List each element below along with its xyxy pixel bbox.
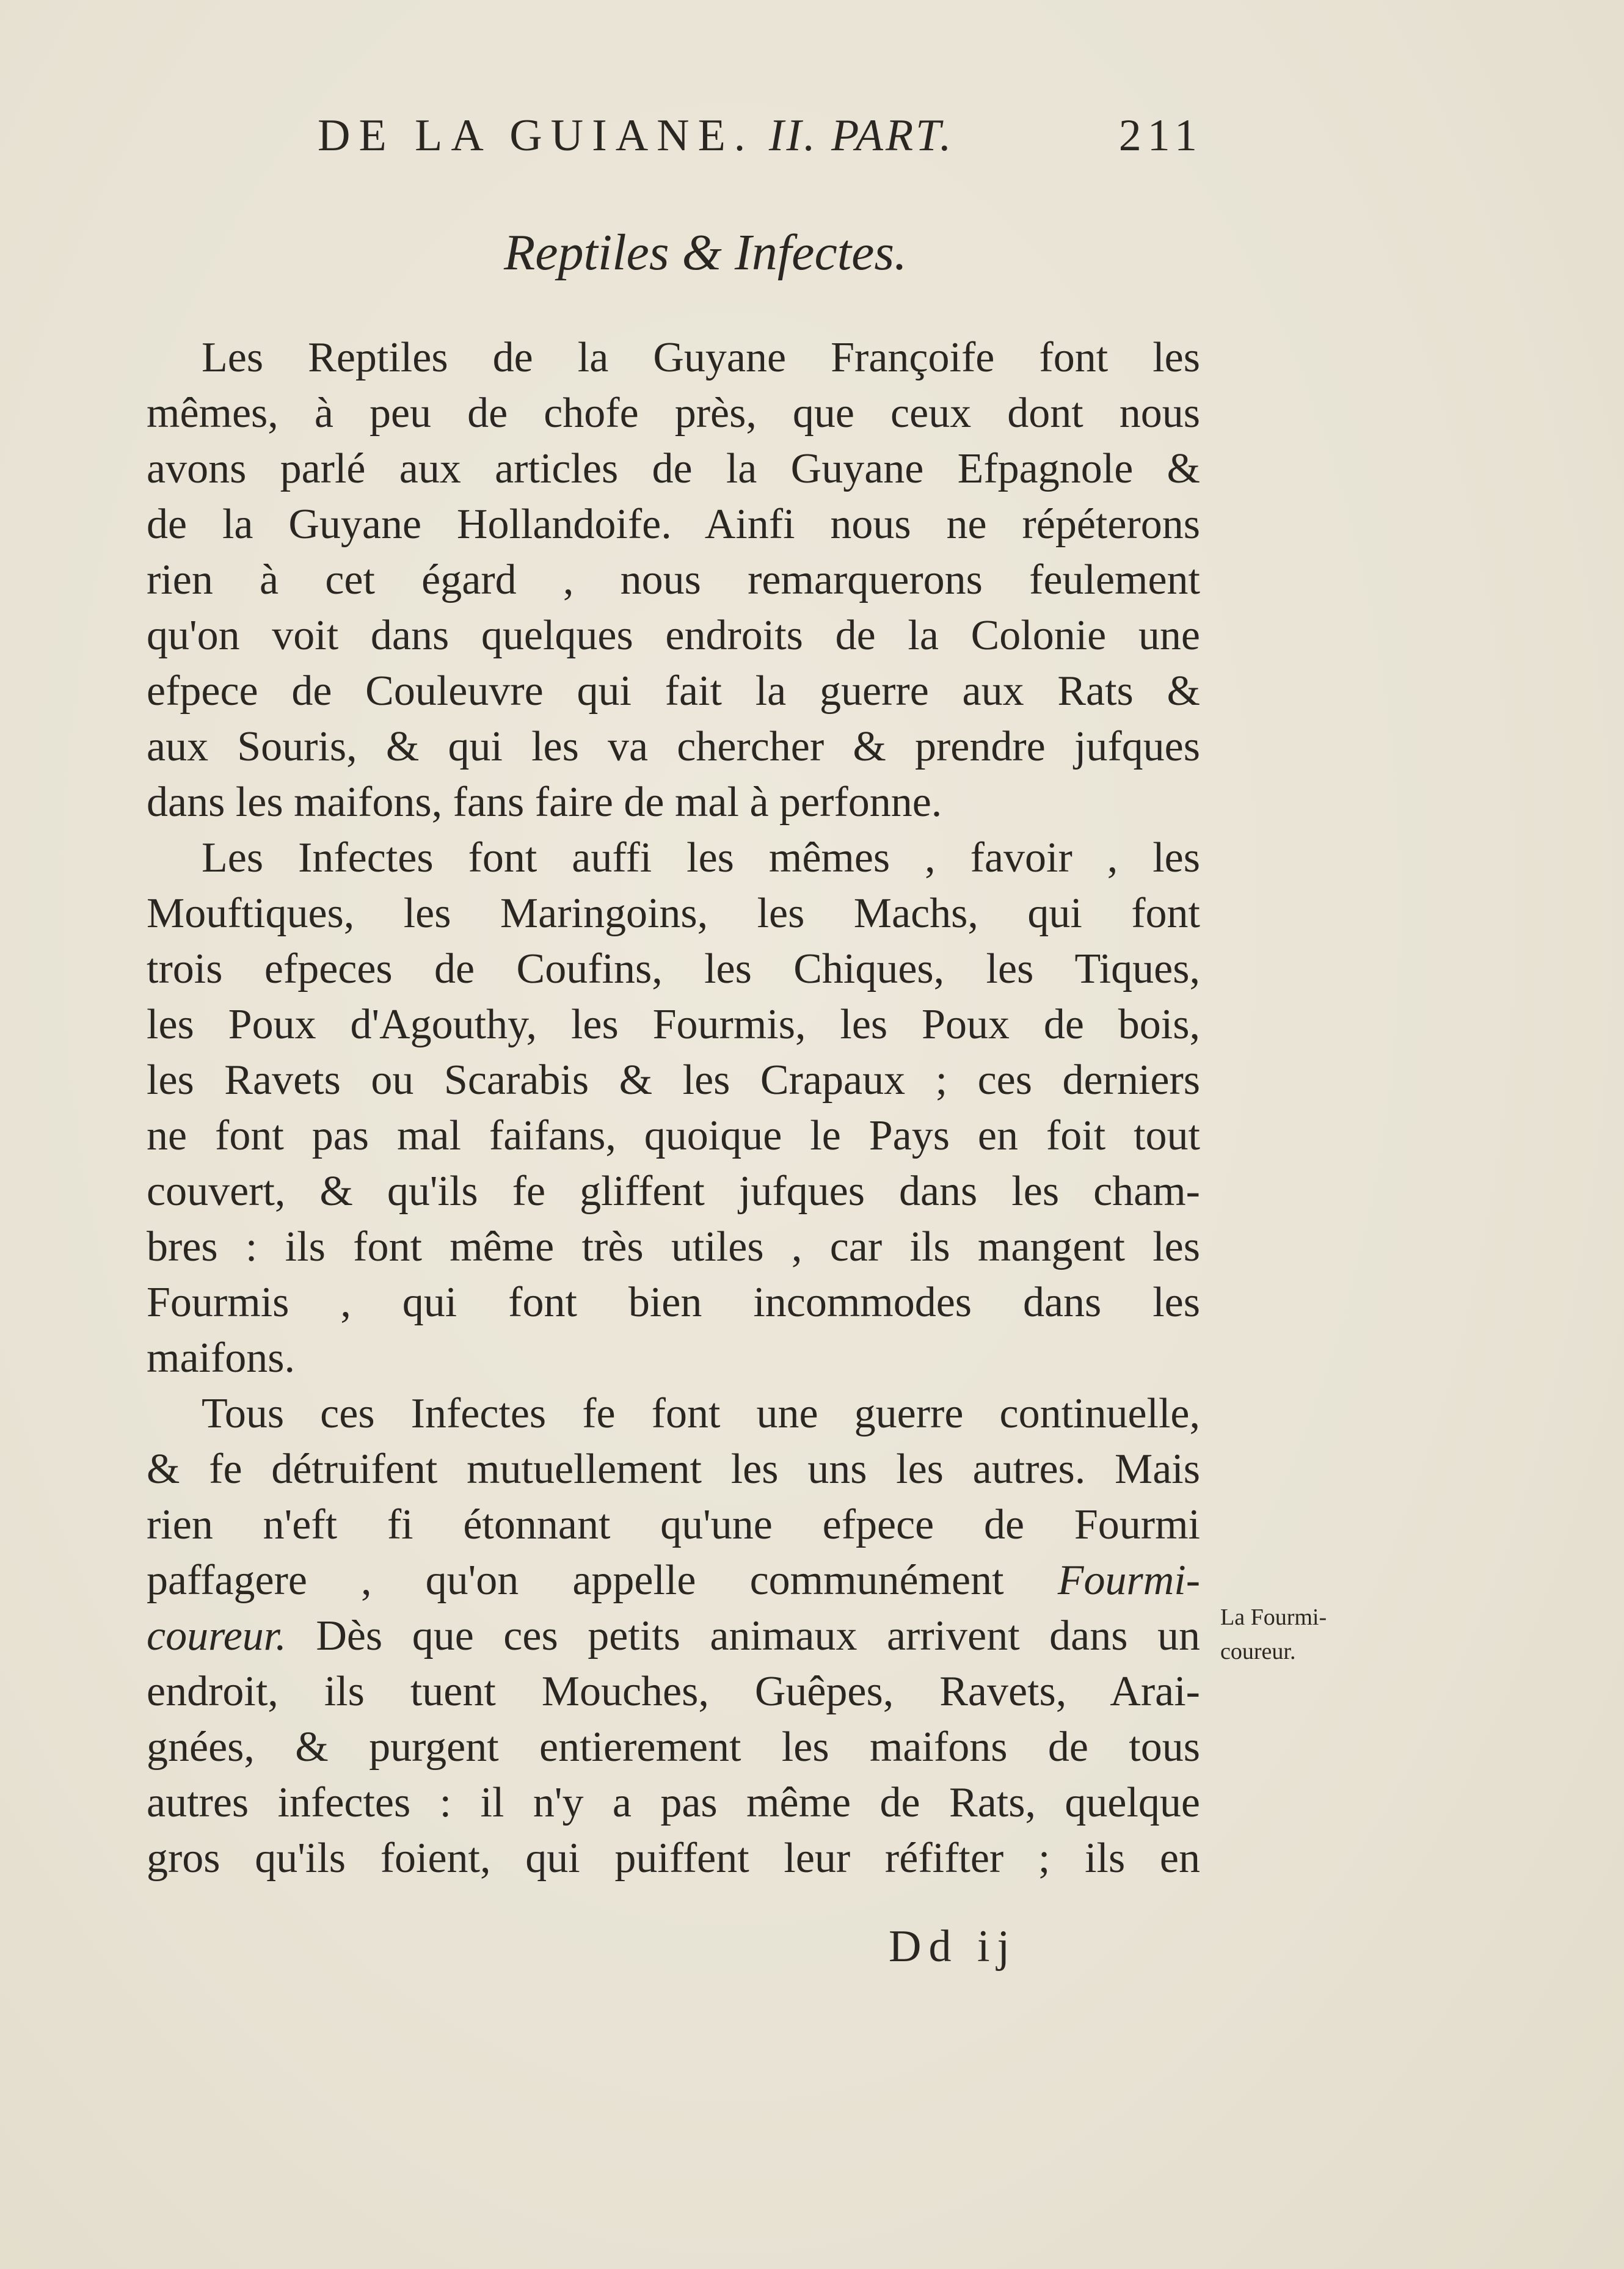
text-line: efpece de Couleuvre qui fait la guerre aux Rats & xyxy=(147,668,1200,715)
text-line: les Poux d'Agouthy, les Fourmis, les Poux de bois, xyxy=(147,1001,1200,1048)
text-line xyxy=(147,1553,1200,1608)
text-line: endroit, ils tuent Mouches, Guêpes, Ravets, Arai- xyxy=(147,1668,1200,1715)
margin-note-line: La Fourmi- xyxy=(1220,1604,1327,1630)
running-head-title xyxy=(318,110,953,162)
text-line: & fe détruifent mutuellement les uns les autres. Mais xyxy=(147,1446,1200,1493)
text-line: aux Souris, & qui les va chercher & prendre jufques xyxy=(147,723,1200,770)
running-head-part: II. PART. xyxy=(768,111,954,161)
body-text xyxy=(147,330,1200,1886)
text-line: couvert, & qu'ils fe gliffent jufques dans les cham- xyxy=(147,1168,1200,1215)
text-line: bres : ils font même très utiles , car ils mangent les xyxy=(147,1223,1200,1270)
text-line: autres infectes : il n'y a pas même de Rats, quelque xyxy=(147,1779,1200,1826)
running-head-prefix: DE LA GUIANE. xyxy=(318,111,754,161)
text-line: ne font pas mal faifans, quoique le Pays en foit tout xyxy=(147,1112,1200,1159)
page-number: 211 xyxy=(1118,111,1203,161)
text-line: avons parlé aux articles de la Guyane Efpagnole & xyxy=(147,445,1200,492)
italic-term-fourmi: Fourmi- xyxy=(1057,1557,1200,1604)
text-line: gros qu'ils foient, qui puiffent leur réfifter ; ils en xyxy=(147,1835,1200,1882)
signature-mark: Dd ij xyxy=(889,1921,1018,1972)
text-line: Les Reptiles de la Guyane Françoife font les xyxy=(202,334,1200,381)
section-title: Reptiles & Infectes. xyxy=(503,224,908,281)
text-line: trois efpeces de Coufins, les Chiques, les Tiques, xyxy=(147,945,1200,992)
text-line: rien n'eft fi étonnant qu'une efpece de Fourmi xyxy=(147,1501,1200,1548)
text-line: mêmes, à peu de chofe près, que ceux dont nous xyxy=(147,390,1200,437)
text-line: de la Guyane Hollandoife. Ainfi nous ne répéterons xyxy=(147,501,1200,548)
text-line: les Ravets ou Scarabis & les Crapaux ; ces derniers xyxy=(147,1057,1200,1104)
text-line: maifons. xyxy=(147,1335,296,1382)
text-line: rien à cet égard , nous remarquerons feulement xyxy=(147,556,1200,603)
text-line: Les Infectes font auffi les mêmes , favoir , les xyxy=(202,834,1200,881)
text-line: gnées, & purgent entierement les maifons de tous xyxy=(147,1724,1200,1771)
text-fragment: Dès que ces petits animaux arrivent dans un xyxy=(316,1612,1201,1659)
text-line: Fourmis , qui font bien incommodes dans les xyxy=(147,1279,1200,1326)
text-line: dans les maifons, fans faire de mal à perfonne. xyxy=(147,779,942,826)
text-line: Mouftiques, les Maringoins, les Machs, qui font xyxy=(147,890,1200,937)
running-head xyxy=(318,110,1203,165)
italic-term-coureur: coureur. xyxy=(147,1612,286,1659)
text-line: qu'on voit dans quelques endroits de la Colonie une xyxy=(147,612,1200,659)
text-line: Tous ces Infectes fe font une guerre continuelle, xyxy=(202,1390,1200,1437)
margin-note xyxy=(1220,1600,1361,1669)
text-line xyxy=(147,1608,1200,1664)
margin-note-line: coureur. xyxy=(1220,1639,1296,1664)
text-fragment: paffagere , qu'on appelle communément xyxy=(147,1557,1004,1604)
